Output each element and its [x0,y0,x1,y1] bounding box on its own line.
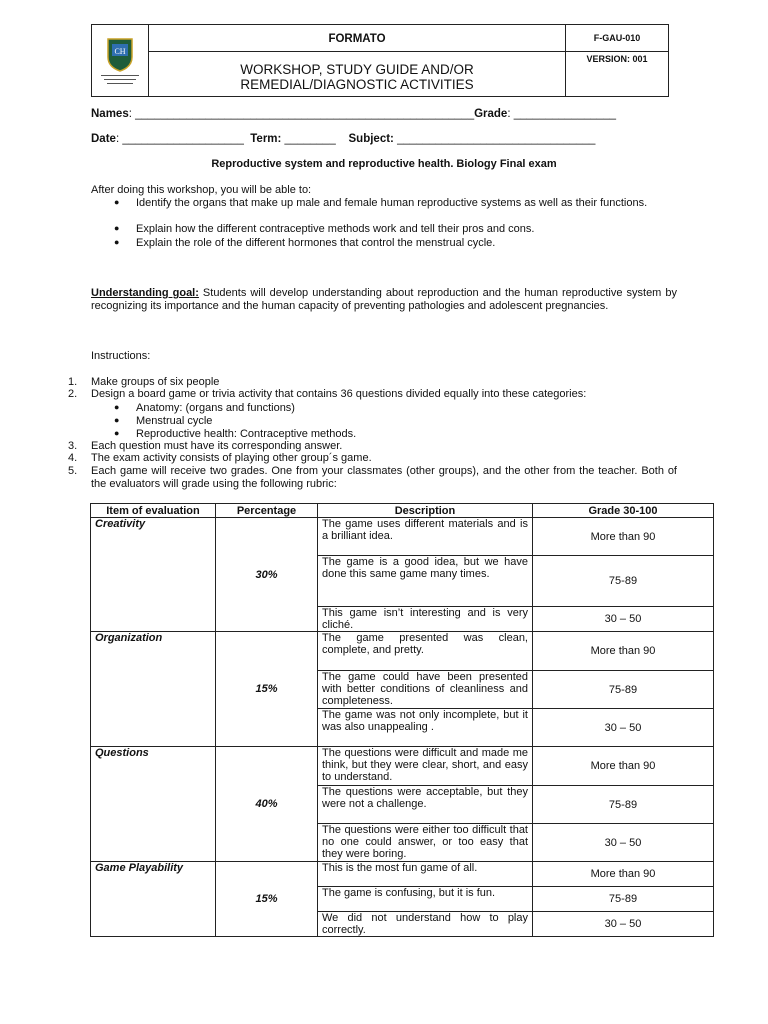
criterion-description: We did not understand how to play correctly. [318,912,533,937]
objective-item: Explain how the different contraceptive methods work and tell their pros and cons. [136,223,535,235]
header-description: Description [318,504,533,518]
term-label: Term: [250,133,282,145]
bullet-icon: ● [114,223,120,233]
criterion-description: The game is confusing, but it is fun. [318,887,533,912]
intro-text: After doing this workshop, you will be able to: [91,184,312,196]
criterion-name: Organization [91,632,216,747]
criterion-grade: 75-89 [533,556,714,607]
instructions-label: Instructions: [91,350,151,362]
bullet-icon: ● [114,237,120,247]
criterion-grade: 75-89 [533,671,714,709]
criterion-percentage: 30% [216,518,318,632]
rubric-header-row [91,504,714,518]
criterion-grade: 30 – 50 [533,912,714,937]
date-label: Date [91,133,116,145]
instruction-number: 2. [68,388,78,400]
criterion-description: The game is a good idea, but we have done this same game many times. [318,556,533,607]
understanding-goal [91,287,677,313]
understanding-goal-text: Students will develop understanding about reproduction and the human reproductive system by recognizing its importance and the human capacity of preventing pathologies and adolescent pregnancies. [91,287,677,312]
category-item: Menstrual cycle [136,415,213,427]
instruction-number: 4. [68,452,78,464]
subject-label: Subject: [348,133,394,145]
bullet-icon: ● [114,197,120,207]
grade-field[interactable]: : ________________ [507,108,617,120]
category-item: Reproductive health: Contraceptive methods. [136,428,357,440]
criterion-description: The questions were either too difficult that no one could answer, or too easy that they were boring. [318,824,533,862]
criterion-description: The game uses different materials and is a brilliant idea. [318,518,533,556]
table-row [91,862,714,887]
form-version: VERSION: 001 [586,54,648,64]
exam-title: Reproductive system and reproductive health. Biology Final exam [211,158,557,170]
criterion-description: This game isn’t interesting and is very cliché. [318,607,533,632]
instruction-item: The exam activity consists of playing other group´s game. [91,452,372,464]
instruction-item: Make groups of six people [91,376,220,388]
criterion-description: The game was not only incomplete, but it was also unappealing . [318,709,533,747]
names-field[interactable]: : _____________________________________________________ [128,108,475,120]
criterion-description: The questions were acceptable, but they were not a challenge. [318,786,533,824]
names-grade-line [91,108,616,120]
document-header [91,24,669,97]
instruction-number: 5. [68,465,78,477]
table-row [91,747,714,786]
criterion-grade: More than 90 [533,518,714,556]
date-term-subject-line [91,133,595,145]
criterion-description: The questions were difficult and made me think, but they were clear, short, and easy to understand. [318,747,533,786]
form-code: F-GAU-010 [593,33,641,43]
bullet-icon: ● [114,402,120,412]
bullet-icon: ● [114,428,120,438]
grade-label: Grade [474,108,508,120]
criterion-grade: 75-89 [533,786,714,824]
criterion-grade: 75-89 [533,887,714,912]
term-field[interactable]: ________ [281,133,336,145]
names-label: Names [91,108,129,120]
subject-field[interactable]: _______________________________ [393,133,596,145]
criterion-grade: 30 – 50 [533,607,714,632]
criterion-grade: More than 90 [533,862,714,887]
table-row [91,518,714,556]
objective-item: Identify the organs that make up male and female human reproductive systems as well as their functions. [136,197,648,209]
category-item: Anatomy: (organs and functions) [136,402,295,414]
instruction-item: Each game will receive two grades. One from your classmates (other groups), and the other from the teacher. Both of the evaluators will grade using the following rubric: [91,465,677,490]
header-percentage: Percentage [216,504,318,518]
instruction-number: 1. [68,376,78,388]
criterion-name: Creativity [91,518,216,632]
header-grade: Grade 30-100 [533,504,714,518]
criterion-grade: More than 90 [533,747,714,786]
criterion-percentage: 15% [216,862,318,937]
criterion-description: The game could have been presented with better conditions of cleanliness and completeness. [318,671,533,709]
criterion-grade: 30 – 50 [533,824,714,862]
rubric-table [90,503,714,937]
criterion-percentage: 15% [216,632,318,747]
criterion-description: This is the most fun game of all. [318,862,533,887]
bullet-icon: ● [114,415,120,425]
document-title: WORKSHOP, STUDY GUIDE AND/OR REMEDIAL/DIAGNOSTIC ACTIVITIES [240,62,474,92]
formato-label: FORMATO [328,33,386,45]
criterion-name: Game Playability [91,862,216,937]
criterion-percentage: 40% [216,747,318,862]
date-field[interactable]: : ___________________ [115,133,244,145]
criterion-description: The game presented was clean, complete, and pretty. [318,632,533,671]
criterion-grade: More than 90 [533,632,714,671]
header-item: Item of evaluation [91,504,216,518]
understanding-goal-label: Understanding goal: [91,287,199,299]
criterion-grade: 30 – 50 [533,709,714,747]
instruction-item: Each question must have its corresponding answer. [91,440,343,452]
school-logo [100,35,140,87]
svg-text:CH: CH [114,47,126,56]
table-row [91,632,714,671]
instruction-number: 3. [68,440,78,452]
objective-item: Explain the role of the different hormones that control the menstrual cycle. [136,237,496,249]
instruction-item: Design a board game or trivia activity that contains 36 questions divided equally into these categories: [91,388,587,400]
criterion-name: Questions [91,747,216,862]
